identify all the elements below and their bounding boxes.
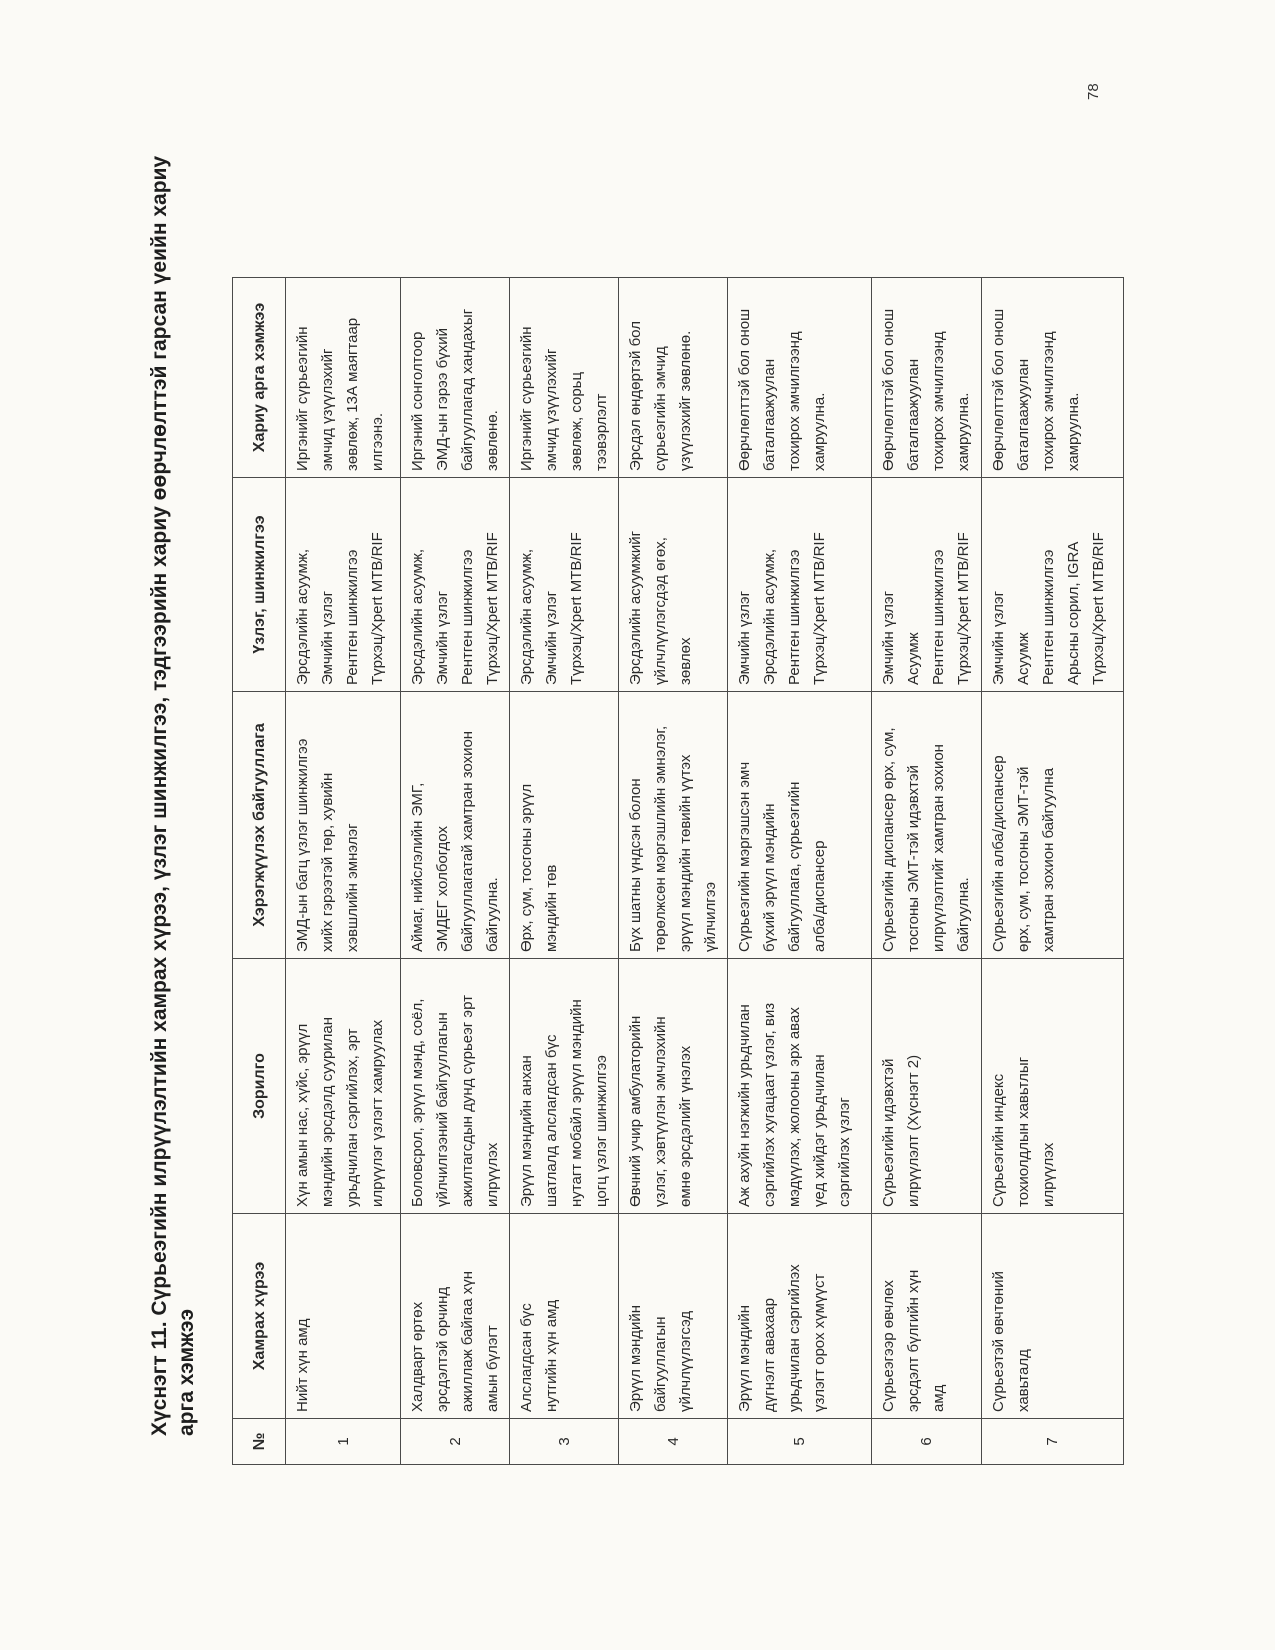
org-line: тосгоны ЭМТ-тэй идэвхтэй xyxy=(905,765,922,952)
header-no: № xyxy=(233,1419,286,1465)
table-row xyxy=(982,278,1124,1465)
response-line: Иргэнийг сүрьеэгийн xyxy=(294,326,311,471)
table-row xyxy=(401,278,510,1465)
goal-line: Хүн амын нас, хүйс, эрүүл xyxy=(294,1023,311,1207)
org-line: Сүрьеэгийн диспансер өрх, сум, xyxy=(880,727,897,952)
scope-line: Алслагдсан бүс xyxy=(518,1303,535,1412)
response-line: үзүүлэхийг зөвлөнө. xyxy=(677,330,694,471)
goal-line: үзлэг, хэвтүүлэн эмчлэхийн xyxy=(652,1016,669,1207)
cell-no: 4 xyxy=(619,1419,728,1465)
header-org: Хэрэгжүүлэх байгууллага xyxy=(233,692,286,959)
screening-table xyxy=(232,277,1124,1465)
exam-line: Рентген шинжилгээ xyxy=(1040,549,1057,685)
org-line: Бүх шатны үндсэн болон xyxy=(627,778,644,952)
exam-line: Эрсдэлийн асуумж, xyxy=(294,548,311,685)
scope-line: эрсдэлт бүлгийн хүн xyxy=(905,1269,922,1412)
org-line: эрүүл мэндийн төвийн үүтэх xyxy=(677,754,694,952)
exam-line: Рентген шинжилгээ xyxy=(930,549,947,685)
exam-line: Эрсдэлийн асуумж, xyxy=(409,548,426,685)
goal-line: илрүүлэх xyxy=(1040,1142,1057,1207)
cell-goal xyxy=(619,959,728,1214)
org-line: мэндийн төв xyxy=(543,864,560,952)
exam-line: Түрхэц/Xpert MTB/RIF xyxy=(955,532,972,685)
scope-line: байгууллагын xyxy=(652,1316,669,1412)
org-line: ЭМДЕГ холбогдох xyxy=(434,826,451,952)
response-line: Өөрчлөлттэй бол онош xyxy=(736,308,753,471)
cell-goal xyxy=(510,959,619,1214)
exam-line: Асуумж xyxy=(905,632,922,685)
goal-line: Сүрьеэгийн индекс xyxy=(990,1073,1007,1207)
response-line: тохирох эмчилгээнд xyxy=(930,331,947,471)
table-body xyxy=(286,278,1124,1465)
exam-line: Эмчийн үзлэг xyxy=(880,590,897,685)
table-title: Хүснэгт 11. Сүрьеэгийн илрүүлэлтийн хамрах хүрээ, үзлэг шинжилгээ, тэдгээрийн хариу өөрчлөлттэй гарсан үеийн хариу арга хэмжээ xyxy=(148,155,198,1436)
org-line: алба/диспансер xyxy=(811,840,828,952)
response-line: байгууллагад хандахыг xyxy=(459,308,476,471)
exam-line: үйлчлүүлэгсдэд өгөх, xyxy=(652,537,669,685)
goal-line: мэндийн эрсдэлд суурилан xyxy=(319,1016,336,1207)
response-line: баталгаажуулан xyxy=(905,358,922,471)
cell-goal xyxy=(728,959,872,1214)
response-line: тохирох эмчилгээнд xyxy=(786,331,803,471)
cell-no: 2 xyxy=(401,1419,510,1465)
cell-org xyxy=(728,692,872,959)
goal-line: сэргийлэх хугацаат үзлэг, виз xyxy=(761,1002,778,1207)
cell-scope xyxy=(619,1214,728,1419)
cell-org xyxy=(510,692,619,959)
exam-line: Эмчийн үзлэг xyxy=(543,590,560,685)
response-line: илгээнэ. xyxy=(369,412,386,471)
header-exam: Үзлэг, шинжилгээ xyxy=(233,478,286,692)
scope-line: хавьталд xyxy=(1015,1349,1032,1412)
goal-line: Эрүүл мэндийн анхан xyxy=(518,1055,535,1207)
header-goal: Зорилго xyxy=(233,959,286,1214)
cell-no: 6 xyxy=(872,1419,982,1465)
cell-no: 1 xyxy=(286,1419,401,1465)
scope-line: Эрүүл мэндийн xyxy=(736,1304,753,1412)
goal-line: мэдүүлэх, жолооны эрх авах xyxy=(786,1007,803,1207)
exam-line: Эмчийн үзлэг xyxy=(736,590,753,685)
cell-scope xyxy=(728,1214,872,1419)
cell-goal xyxy=(286,959,401,1214)
exam-line: Түрхэц/Xpert MTB/RIF xyxy=(369,532,386,685)
response-line: хамруулна. xyxy=(1065,392,1082,471)
cell-exam xyxy=(401,478,510,692)
exam-line: Эмчийн үзлэг xyxy=(319,590,336,685)
exam-line: зөвлөх xyxy=(677,637,694,685)
org-line: байгууллага, сүрьеэгийн xyxy=(786,781,803,952)
goal-line: сэргийлэх үзлэг xyxy=(836,1097,853,1207)
cell-response xyxy=(728,278,872,478)
response-line: баталгаажуулан xyxy=(1015,358,1032,471)
exam-line: Рентген шинжилгээ xyxy=(459,549,476,685)
cell-response xyxy=(619,278,728,478)
goal-line: урьдчилан сэргийлэх, эрт xyxy=(344,1028,361,1207)
org-line: хэвшлийн эмнэлэг xyxy=(344,823,361,952)
response-line: ЭМД-ын гэрээ бүхий xyxy=(434,328,451,471)
scope-line: Халдварт өртөх xyxy=(409,1301,426,1412)
scope-line: Эрүүл мэндийн xyxy=(627,1304,644,1412)
header-row xyxy=(233,278,286,1465)
org-line: хийх гэрээтэй төр, хувийн xyxy=(319,772,336,952)
cell-exam xyxy=(728,478,872,692)
cell-scope xyxy=(286,1214,401,1419)
org-line: Сүрьеэгийн мэргэшсэн эмч xyxy=(736,761,753,952)
goal-line: илрүүлэх xyxy=(484,1142,501,1207)
exam-line: Эрсдэлийн асуумж, xyxy=(761,548,778,685)
scope-line: Нийт хүн амд xyxy=(294,1318,311,1412)
org-line: байгуулна. xyxy=(955,877,972,952)
response-line: хамруулна. xyxy=(811,392,828,471)
exam-line: Түрхэц/Xpert MTB/RIF xyxy=(568,532,585,685)
cell-goal xyxy=(982,959,1124,1214)
cell-goal xyxy=(872,959,982,1214)
cell-no: 3 xyxy=(510,1419,619,1465)
goal-line: Боловсрол, эрүүл мэнд, соёл, xyxy=(409,998,426,1207)
cell-exam xyxy=(510,478,619,692)
table-row xyxy=(619,278,728,1465)
scope-line: дүгнэлт авахаар xyxy=(761,1298,778,1412)
exam-line: Рентген шинжилгээ xyxy=(786,549,803,685)
scope-line: үзлэгт орох хүмүүст xyxy=(811,1273,828,1412)
scope-line: эрсдэлтэй орчинд xyxy=(434,1286,451,1412)
response-line: зөвлөнө. xyxy=(484,410,501,471)
header-scope: Хамрах хүрээ xyxy=(233,1214,286,1419)
goal-line: цогц үзлэг шинжилгээ xyxy=(593,1055,610,1207)
exam-line: Эмчийн үзлэг xyxy=(434,590,451,685)
scope-line: нутгийн хүн амд xyxy=(543,1299,560,1412)
exam-line: Арьсны сорил, IGRA xyxy=(1065,541,1082,685)
exam-line: Рентген шинжилгээ xyxy=(344,549,361,685)
goal-line: өмнө эрсдэлийг үнэлэх xyxy=(677,1045,694,1207)
exam-line: Түрхэц/Xpert MTB/RIF xyxy=(811,532,828,685)
org-line: Сүрьеэгийн алба/диспансер xyxy=(990,755,1007,952)
response-line: Иргэнийг сүрьеэгийн xyxy=(518,326,535,471)
cell-response xyxy=(872,278,982,478)
response-line: Өөрчлөлттэй бол онош xyxy=(880,308,897,471)
exam-line: Эмчийн үзлэг xyxy=(990,590,1007,685)
response-line: тохирох эмчилгээнд xyxy=(1040,331,1057,471)
response-line: Өөрчлөлттэй бол онош xyxy=(990,308,1007,471)
response-line: Иргэний сонголтоор xyxy=(409,331,426,471)
table-row xyxy=(286,278,401,1465)
org-line: байгуулна. xyxy=(484,877,501,952)
cell-scope xyxy=(982,1214,1124,1419)
cell-response xyxy=(982,278,1124,478)
cell-org xyxy=(982,692,1124,959)
scope-line: амд xyxy=(930,1384,947,1412)
table-row xyxy=(872,278,982,1465)
cell-exam xyxy=(872,478,982,692)
exam-line: Түрхэц/Xpert MTB/RIF xyxy=(484,532,501,685)
cell-response xyxy=(401,278,510,478)
response-line: хамруулна. xyxy=(955,392,972,471)
goal-line: илрүүлэлт (Хүснэгт 2) xyxy=(905,1054,922,1207)
org-line: төрөлжсөн мэргэшлийн эмнэлэг, xyxy=(652,725,669,952)
cell-goal xyxy=(401,959,510,1214)
org-line: өрх, сум, тосгоны ЭМТ-тэй xyxy=(1015,766,1032,952)
org-line: үйлчилгээ xyxy=(702,881,719,952)
org-line: илрүүлэлтийг хамтран зохион xyxy=(930,744,947,952)
cell-no: 5 xyxy=(728,1419,872,1465)
scope-line: үйлчлүүлэгсэд xyxy=(677,1310,694,1412)
goal-line: Сүрьеэгийн идэвхтэй xyxy=(880,1058,897,1207)
cell-org xyxy=(401,692,510,959)
scope-line: Сүрьеэгээр өвчлөх xyxy=(880,1280,897,1412)
goal-line: ажилтагсдын дунд сүрьеэг эрт xyxy=(459,995,476,1207)
response-line: зөвлөж, сорьц xyxy=(568,371,585,471)
exam-line: Асуумж xyxy=(1015,632,1032,685)
goal-line: үйлчилгээний байгууллагын xyxy=(434,1012,451,1207)
goal-line: илрүүлэг үзлэгт хамруулах xyxy=(369,1019,386,1207)
org-line: байгууллагатай хамтран зохион xyxy=(459,730,476,952)
org-line: Өрх, сум, тосгоны эрүүл xyxy=(518,783,535,952)
response-line: Эрсдэл өндөртэй бол xyxy=(627,321,644,471)
goal-line: тохиолдлын хавьтлыг xyxy=(1015,1056,1032,1207)
cell-no: 7 xyxy=(982,1419,1124,1465)
scope-line: Сүрьеэтэй өвчтөний xyxy=(990,1271,1007,1412)
cell-org xyxy=(872,692,982,959)
cell-exam xyxy=(619,478,728,692)
cell-scope xyxy=(510,1214,619,1419)
response-line: зөвлөж, 13А маягтаар xyxy=(344,317,361,471)
exam-line: Түрхэц/Xpert MTB/RIF xyxy=(1090,532,1107,685)
org-line: бүхий эрүүл мэндийн xyxy=(761,803,778,952)
cell-org xyxy=(286,692,401,959)
cell-response xyxy=(510,278,619,478)
goal-line: Аж ахуйн нэгжийн урьдчилан xyxy=(736,1004,753,1207)
response-line: баталгаажуулан xyxy=(761,358,778,471)
scope-line: урьдчилан сэргийлэх xyxy=(786,1264,803,1412)
exam-line: Эрсдэлийн асуумж, xyxy=(518,548,535,685)
org-line: Аймаг, нийслэлийн ЭМГ, xyxy=(409,782,426,952)
goal-line: нутагт мобайл эрүүл мэндийн xyxy=(568,999,585,1207)
cell-scope xyxy=(872,1214,982,1419)
table-row xyxy=(728,278,872,1465)
response-line: тээвэрлэлт xyxy=(593,393,610,471)
scope-line: ажиллаж байгаа хүн xyxy=(459,1270,476,1412)
goal-line: үед хийдэг урьдчилан xyxy=(811,1054,828,1207)
goal-line: Өвчний учир амбулаторийн xyxy=(627,1015,644,1207)
exam-line: Эрсдэлийн асуумжийг xyxy=(627,530,644,685)
response-line: эмчид үзүүлэхийг xyxy=(543,348,560,471)
response-line: сүрьеэгийн эмчид xyxy=(652,346,669,471)
scope-line: амын бүлэгт xyxy=(484,1325,501,1412)
cell-exam xyxy=(286,478,401,692)
cell-exam xyxy=(982,478,1124,692)
header-response: Хариу арга хэмжээ xyxy=(233,278,286,478)
response-line: эмчид үзүүлэхийг xyxy=(319,348,336,471)
cell-response xyxy=(286,278,401,478)
goal-line: шатлалд алслагдсан бүс xyxy=(543,1034,560,1207)
page-number: 78 xyxy=(1085,83,1102,100)
cell-org xyxy=(619,692,728,959)
org-line: хамтран зохион байгуулна xyxy=(1040,767,1057,952)
cell-scope xyxy=(401,1214,510,1419)
org-line: ЭМД-ын багц үзлэг шинжилгээ xyxy=(294,738,311,952)
table-row xyxy=(510,278,619,1465)
